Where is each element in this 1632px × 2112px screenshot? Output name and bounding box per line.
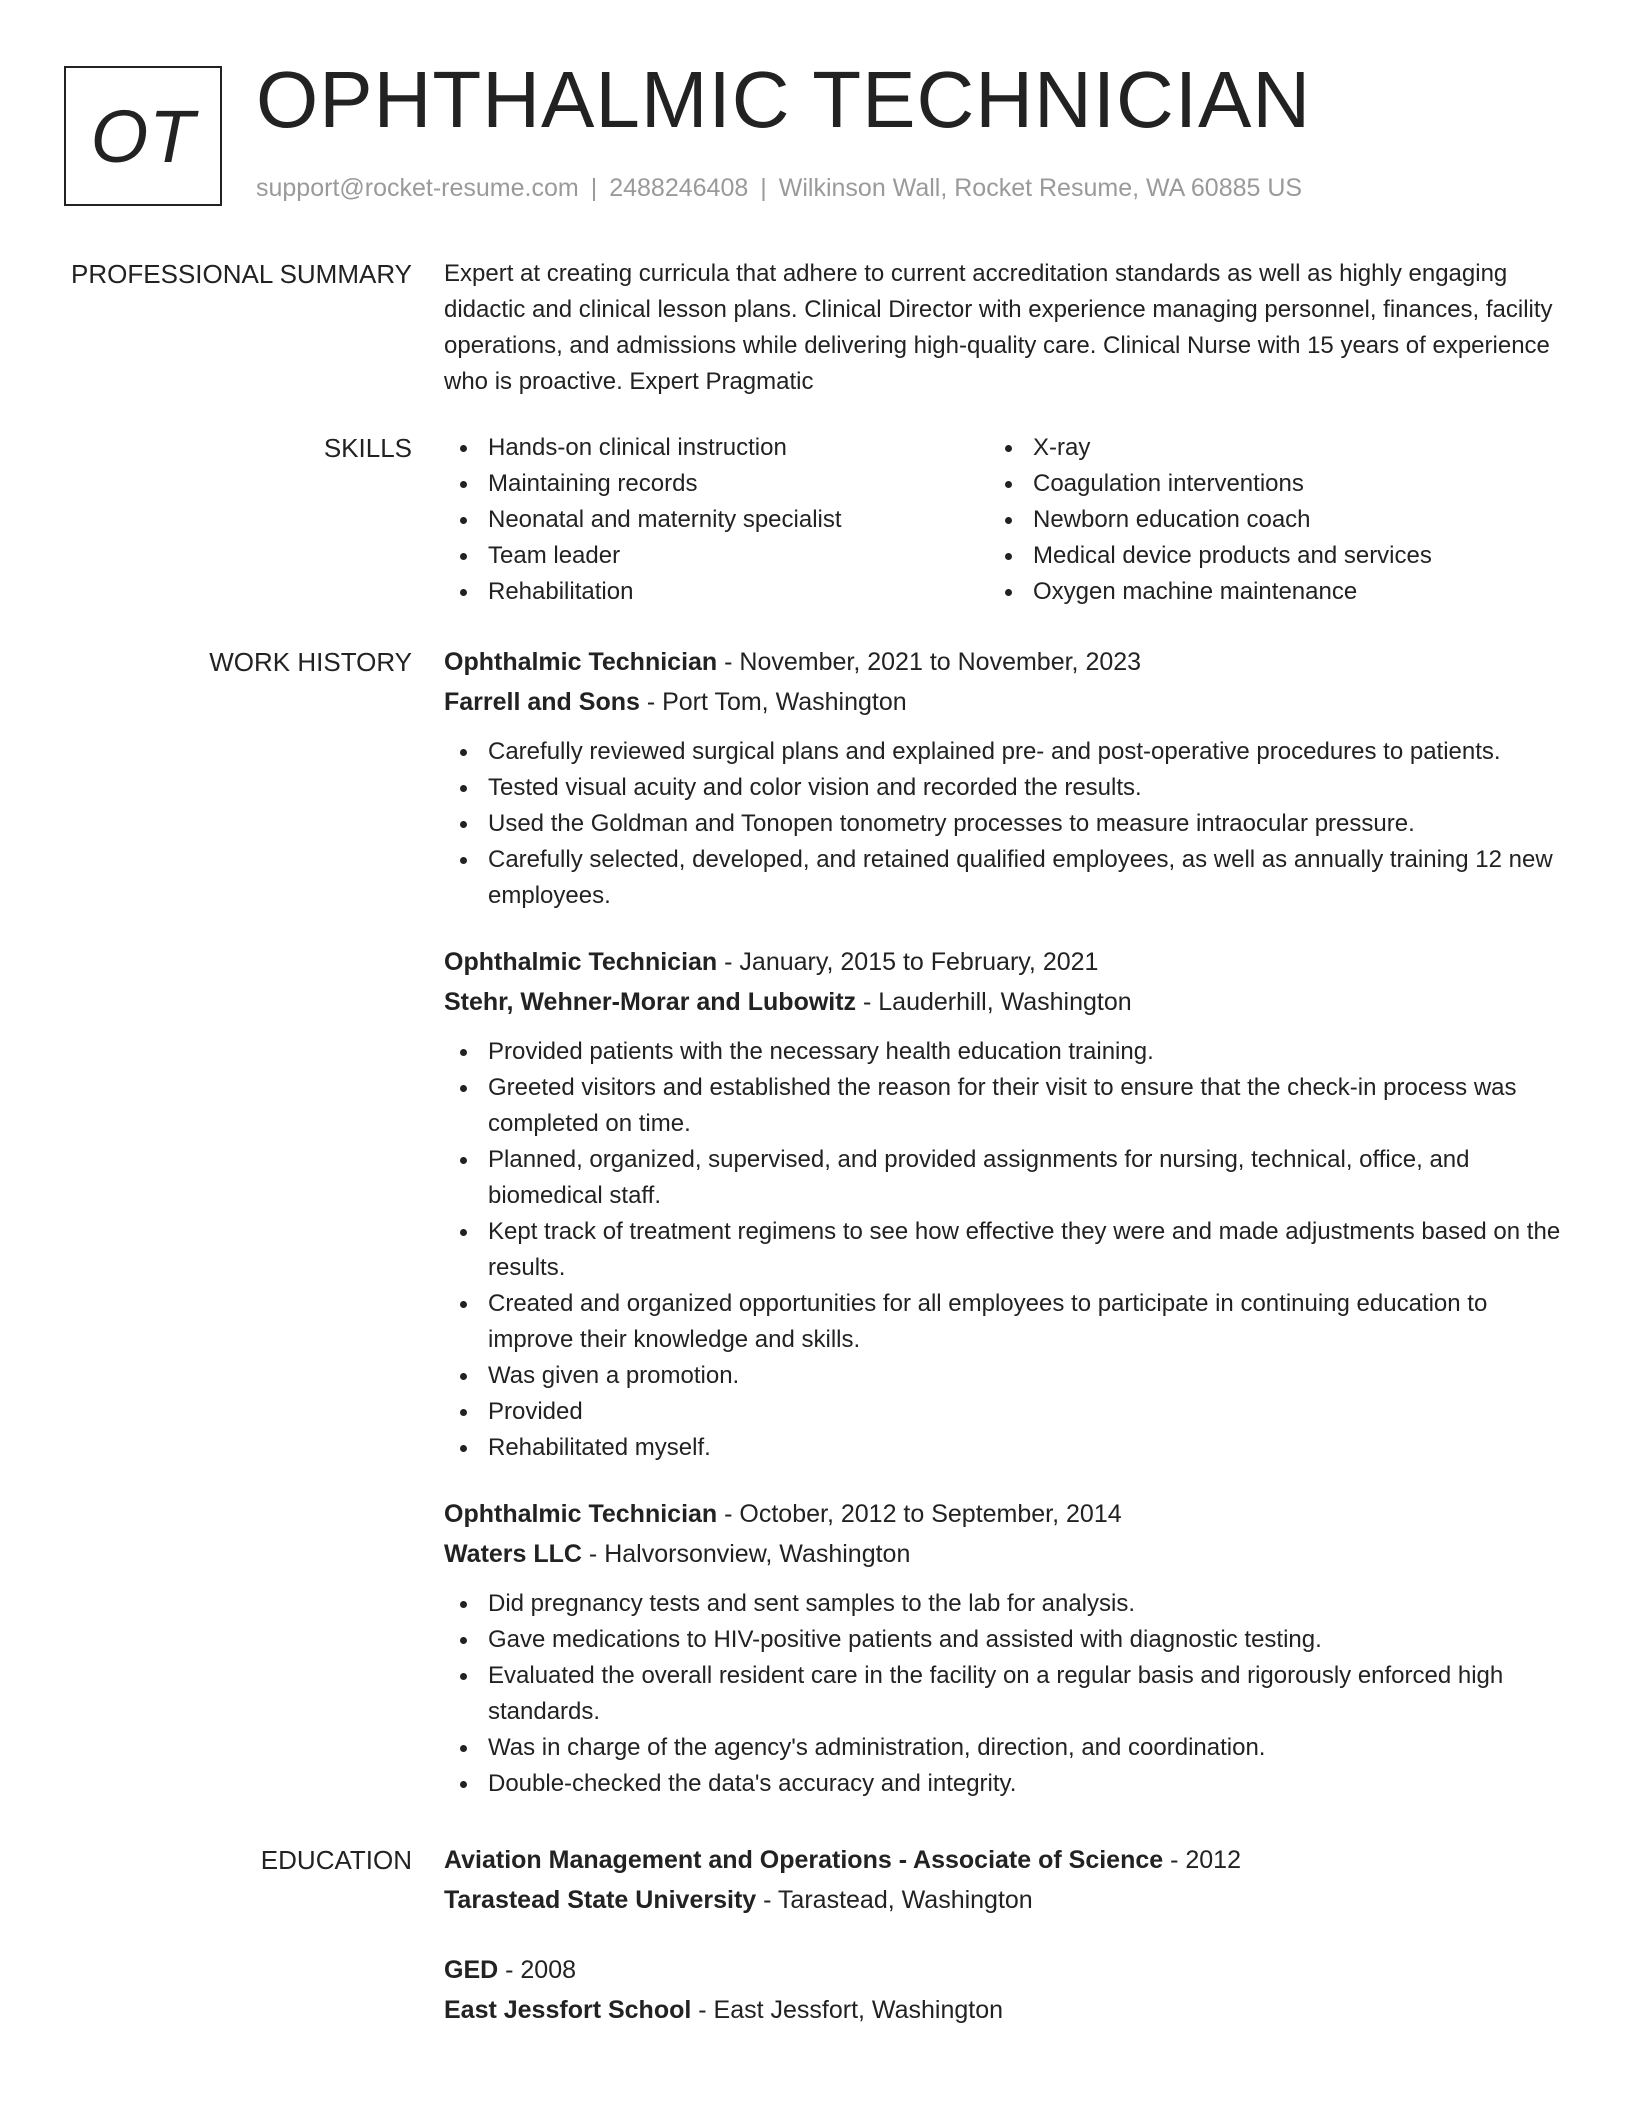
monogram-box [64, 66, 222, 206]
job-bullet: Kept track of treatment regimens to see how effective they were and made adjustments based on the results. [444, 1214, 1564, 1286]
job-bullet: Planned, organized, supervised, and provided assignments for nursing, technical, office, and biomedical staff. [444, 1142, 1564, 1214]
job-bullets [444, 734, 1564, 914]
school-location: - East Jessfort, Washington [691, 1996, 1004, 2024]
skill-item: Maintaining records [444, 466, 989, 502]
job-bullet: Double-checked the data's accuracy and integrity. [444, 1766, 1564, 1802]
job-dates: - January, 2015 to February, 2021 [717, 948, 1099, 976]
employer-name: Waters LLC [444, 1540, 582, 1568]
school-name: East Jessfort School [444, 1996, 692, 2024]
employer-location: - Lauderhill, Washington [856, 988, 1132, 1016]
job-bullet: Provided [444, 1394, 1564, 1430]
job-bullet: Rehabilitated myself. [444, 1430, 1564, 1466]
job-entry [444, 642, 1564, 914]
employer-location: - Port Tom, Washington [639, 688, 907, 716]
section-heading-summary: PROFESSIONAL SUMMARY [71, 259, 412, 289]
school-location: - Tarastead, Washington [756, 1886, 1033, 1914]
skill-item: Neonatal and maternity specialist [444, 502, 989, 538]
contact-address: Wilkinson Wall, Rocket Resume, WA 60885 US [778, 174, 1303, 202]
employer-location: - Halvorsonview, Washington [581, 1540, 911, 1568]
employer-name: Stehr, Wehner-Morar and Lubowitz [444, 988, 857, 1016]
job-bullet: Gave medications to HIV-positive patients and assisted with diagnostic testing. [444, 1622, 1564, 1658]
contact-line [256, 174, 1302, 203]
skill-item: Rehabilitation [444, 574, 989, 610]
skill-item: X-ray [989, 430, 1534, 466]
employer-name: Farrell and Sons [444, 688, 640, 716]
skill-item: Coagulation interventions [989, 466, 1534, 502]
job-bullet: Used the Goldman and Tonopen tonometry processes to measure intraocular pressure. [444, 806, 1564, 842]
degree-name: GED [444, 1956, 499, 1984]
contact-separator: | [590, 174, 598, 202]
job-bullet: Did pregnancy tests and sent samples to the lab for analysis. [444, 1586, 1564, 1622]
monogram-initials: OT [90, 94, 196, 178]
job-entry [444, 942, 1564, 1466]
contact-phone[interactable]: 2488246408 [609, 174, 749, 202]
contact-email[interactable]: support@rocket-resume.com [256, 174, 579, 202]
education-entry [444, 1950, 1564, 2030]
skills-list-left [444, 430, 989, 610]
job-entry [444, 1494, 1564, 1802]
skills-list-right [989, 430, 1534, 610]
job-bullet: Greeted visitors and established the reason for their visit to ensure that the check-in process was completed on time. [444, 1070, 1564, 1142]
skill-item: Newborn education coach [989, 502, 1534, 538]
job-bullets [444, 1034, 1564, 1466]
job-bullet: Was in charge of the agency's administration, direction, and coordination. [444, 1730, 1564, 1766]
skill-item: Oxygen machine maintenance [989, 574, 1534, 610]
contact-separator: | [760, 174, 767, 202]
job-bullet: Tested visual acuity and color vision and recorded the results. [444, 770, 1564, 806]
job-bullet: Carefully reviewed surgical plans and explained pre- and post-operative procedures to patients. [444, 734, 1564, 770]
job-bullet: Created and organized opportunities for all employees to participate in continuing education to improve their knowledge and skills. [444, 1286, 1564, 1358]
degree-year: - 2008 [498, 1956, 577, 1984]
degree-name: Aviation Management and Operations - Associate of Science [444, 1846, 1164, 1874]
job-title: Ophthalmic Technician [444, 648, 718, 676]
school-name: Tarastead State University [444, 1886, 757, 1914]
job-title: Ophthalmic Technician [444, 948, 718, 976]
job-dates: - October, 2012 to September, 2014 [717, 1500, 1122, 1528]
education-entry [444, 1840, 1564, 1920]
summary-text: Expert at creating curricula that adhere to current accreditation standards as well as highly engaging didactic and clinical lesson plans. Clinical Director with experience managing personnel, finances, facility operations, and admissions while delivering high-quality care. Clinical Nurse with 15 years of experience who is proactive. Expert Pragmatic [444, 260, 1553, 395]
section-heading-skills: SKILLS [323, 433, 412, 463]
degree-year: - 2012 [1163, 1846, 1241, 1874]
skill-item: Medical device products and services [989, 538, 1534, 574]
section-heading-education: EDUCATION [260, 1845, 412, 1875]
job-title: Ophthalmic Technician [444, 1500, 718, 1528]
job-bullet: Carefully selected, developed, and retained qualified employees, as well as annually training 12 new employees. [444, 842, 1564, 914]
job-bullet: Provided patients with the necessary health education training. [444, 1034, 1564, 1070]
skill-item: Team leader [444, 538, 989, 574]
page-title: OPHTHALMIC TECHNICIAN [256, 55, 1312, 144]
job-bullet: Evaluated the overall resident care in the facility on a regular basis and rigorously enforced high standards. [444, 1658, 1564, 1730]
skill-item: Hands-on clinical instruction [444, 430, 989, 466]
job-bullet: Was given a promotion. [444, 1358, 1564, 1394]
job-dates: - November, 2021 to November, 2023 [717, 648, 1142, 676]
section-heading-work: WORK HISTORY [209, 647, 412, 677]
job-bullets [444, 1586, 1564, 1802]
